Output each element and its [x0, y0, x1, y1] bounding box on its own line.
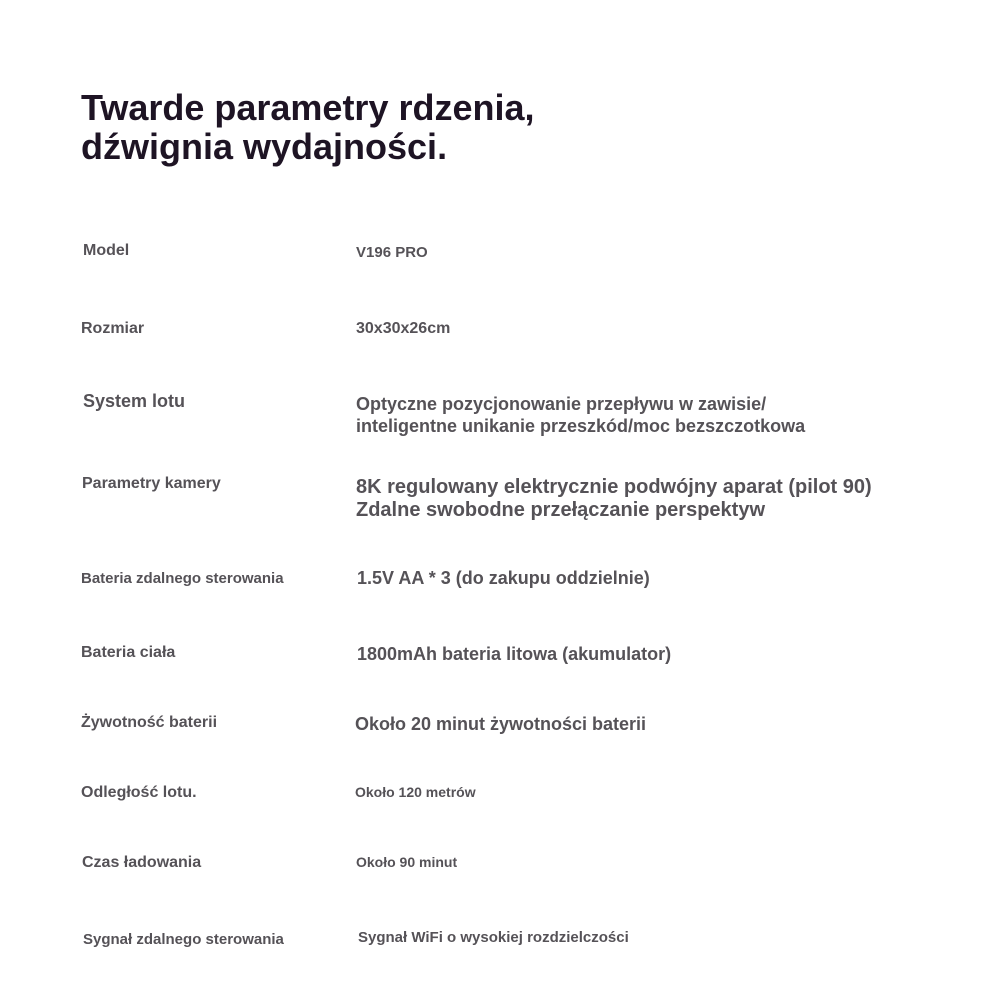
spec-label: Bateria zdalnego sterowania: [81, 570, 284, 587]
spec-value: Około 90 minut: [356, 854, 458, 870]
page-title: [81, 88, 535, 166]
spec-value: Sygnał WiFi o wysokiej rozdzielczości: [358, 929, 629, 946]
spec-value: Optyczne pozycjonowanie przepływu w zawisie/ inteligentne unikanie przeszkód/moc bezszczotkowa: [356, 394, 806, 436]
spec-label: Bateria ciała: [81, 644, 176, 661]
spec-value: 8K regulowany elektrycznie podwójny aparat (pilot 90) Zdalne swobodne przełączanie perspektyw: [356, 476, 872, 521]
spec-label: System lotu: [83, 391, 186, 411]
spec-label: Czas ładowania: [82, 854, 202, 871]
title-line-2: dźwignia wydajności.: [81, 126, 448, 167]
spec-value: 30x30x26cm: [356, 320, 451, 337]
spec-value: V196 PRO: [356, 244, 428, 261]
spec-label: Odległość lotu.: [81, 784, 197, 801]
spec-value: Około 20 minut żywotności baterii: [355, 714, 647, 734]
spec-value: 1800mAh bateria litowa (akumulator): [357, 644, 672, 664]
spec-label: Model: [83, 242, 130, 259]
spec-label: Rozmiar: [81, 320, 145, 337]
title-line-1: Twarde parametry rdzenia,: [81, 87, 535, 128]
spec-value: 1.5V AA * 3 (do zakupu oddzielnie): [357, 568, 650, 588]
spec-label: Sygnał zdalnego sterowania: [83, 931, 284, 948]
spec-value: Około 120 metrów: [355, 784, 476, 800]
spec-label: Żywotność baterii: [81, 714, 218, 731]
spec-label: Parametry kamery: [82, 475, 221, 492]
